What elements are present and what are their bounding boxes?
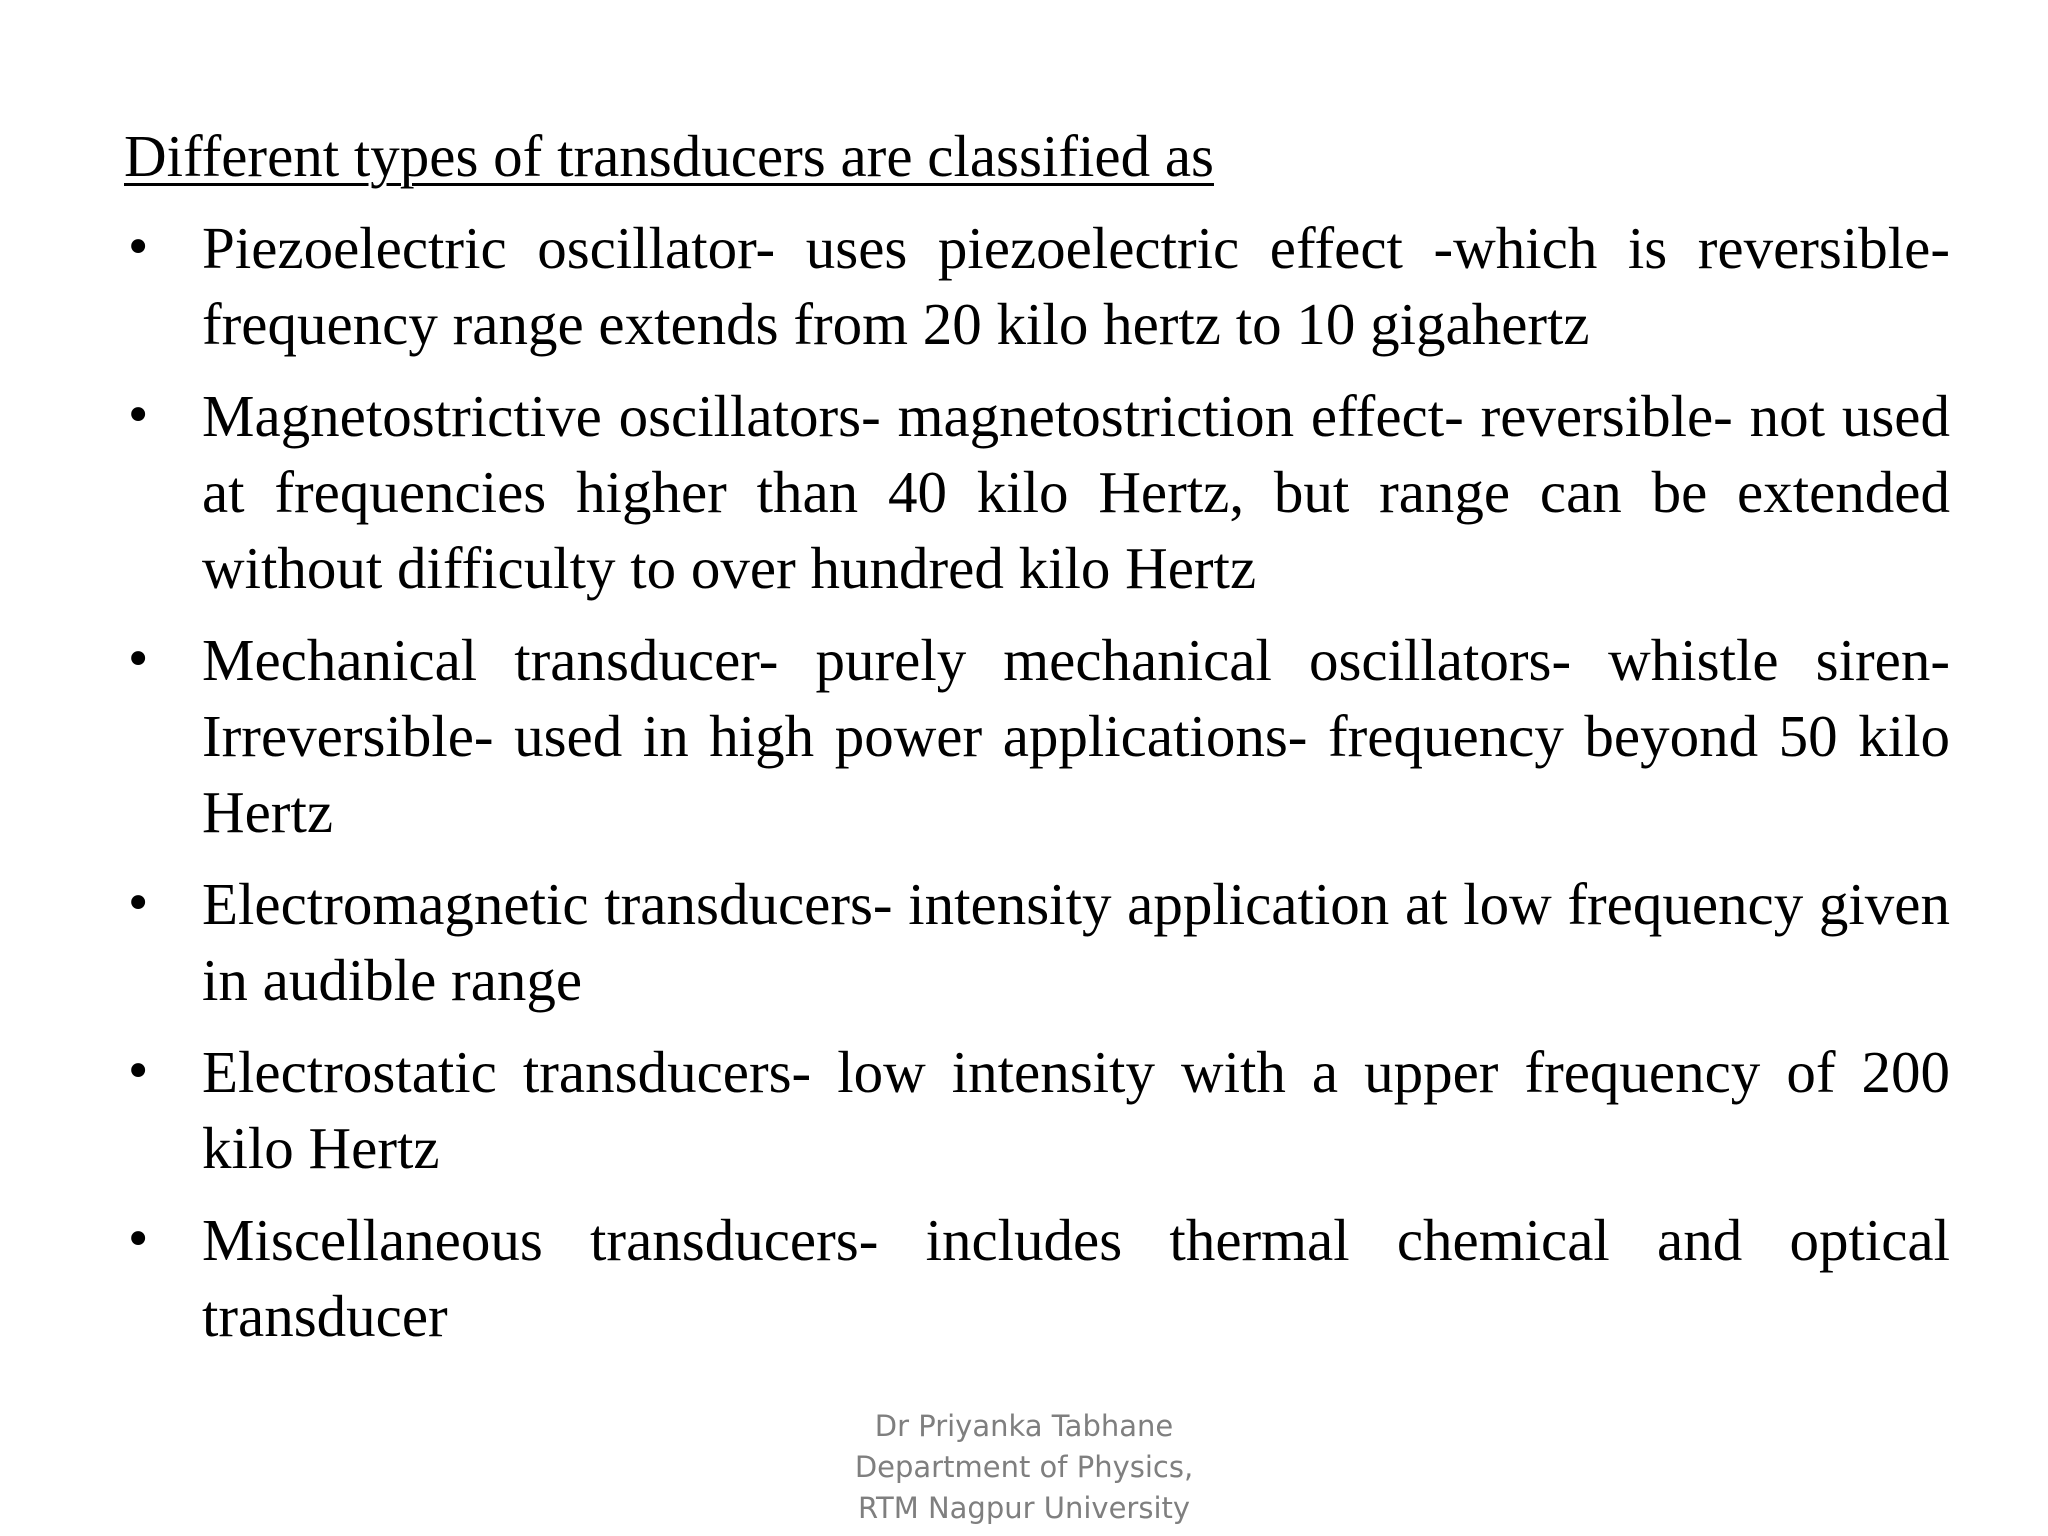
bullet-icon: • (124, 388, 153, 444)
bullet-icon: • (124, 632, 153, 688)
list-item (124, 1034, 1950, 1186)
bullet-text: Piezoelectric oscillator- uses piezoelectric effect -which is reversible- frequency range extends from 20 kilo hertz to 10 gigahertz (202, 215, 1950, 357)
bullet-text: Miscellaneous transducers- includes thermal chemical and optical transducer (202, 1207, 1950, 1349)
footer-department: Department of Physics, (854, 1450, 1194, 1484)
footer-university: RTM Nagpur University (857, 1491, 1191, 1525)
bullet-text: Mechanical transducer- purely mechanical oscillators- whistle siren- Irreversible- used in high power applications- frequency beyond 50 kilo Hertz (202, 627, 1950, 845)
bullet-icon: • (124, 1212, 153, 1268)
bullet-icon: • (124, 220, 153, 276)
footer-author: Dr Priyanka Tabhane (874, 1409, 1174, 1443)
list-item (124, 622, 1950, 850)
bullet-text: Magnetostrictive oscillators- magnetostriction effect- reversible- not used at frequencies higher than 40 kilo Hertz, but range can be extended without difficulty to over hundred kilo Hertz (202, 383, 1950, 601)
bullet-text: Electrostatic transducers- low intensity with a upper frequency of 200 kilo Hertz (202, 1039, 1950, 1181)
list-item (124, 378, 1950, 606)
list-item (124, 210, 1950, 362)
slide-footer (824, 1406, 1224, 1529)
bullet-icon: • (124, 876, 153, 932)
bullet-text: Electromagnetic transducers- intensity application at low frequency given in audible range (202, 871, 1950, 1013)
bullet-list (124, 210, 1950, 1370)
list-item (124, 1202, 1950, 1354)
slide-heading: Different types of transducers are classified as (124, 123, 1214, 189)
bullet-icon: • (124, 1044, 153, 1100)
list-item (124, 866, 1950, 1018)
